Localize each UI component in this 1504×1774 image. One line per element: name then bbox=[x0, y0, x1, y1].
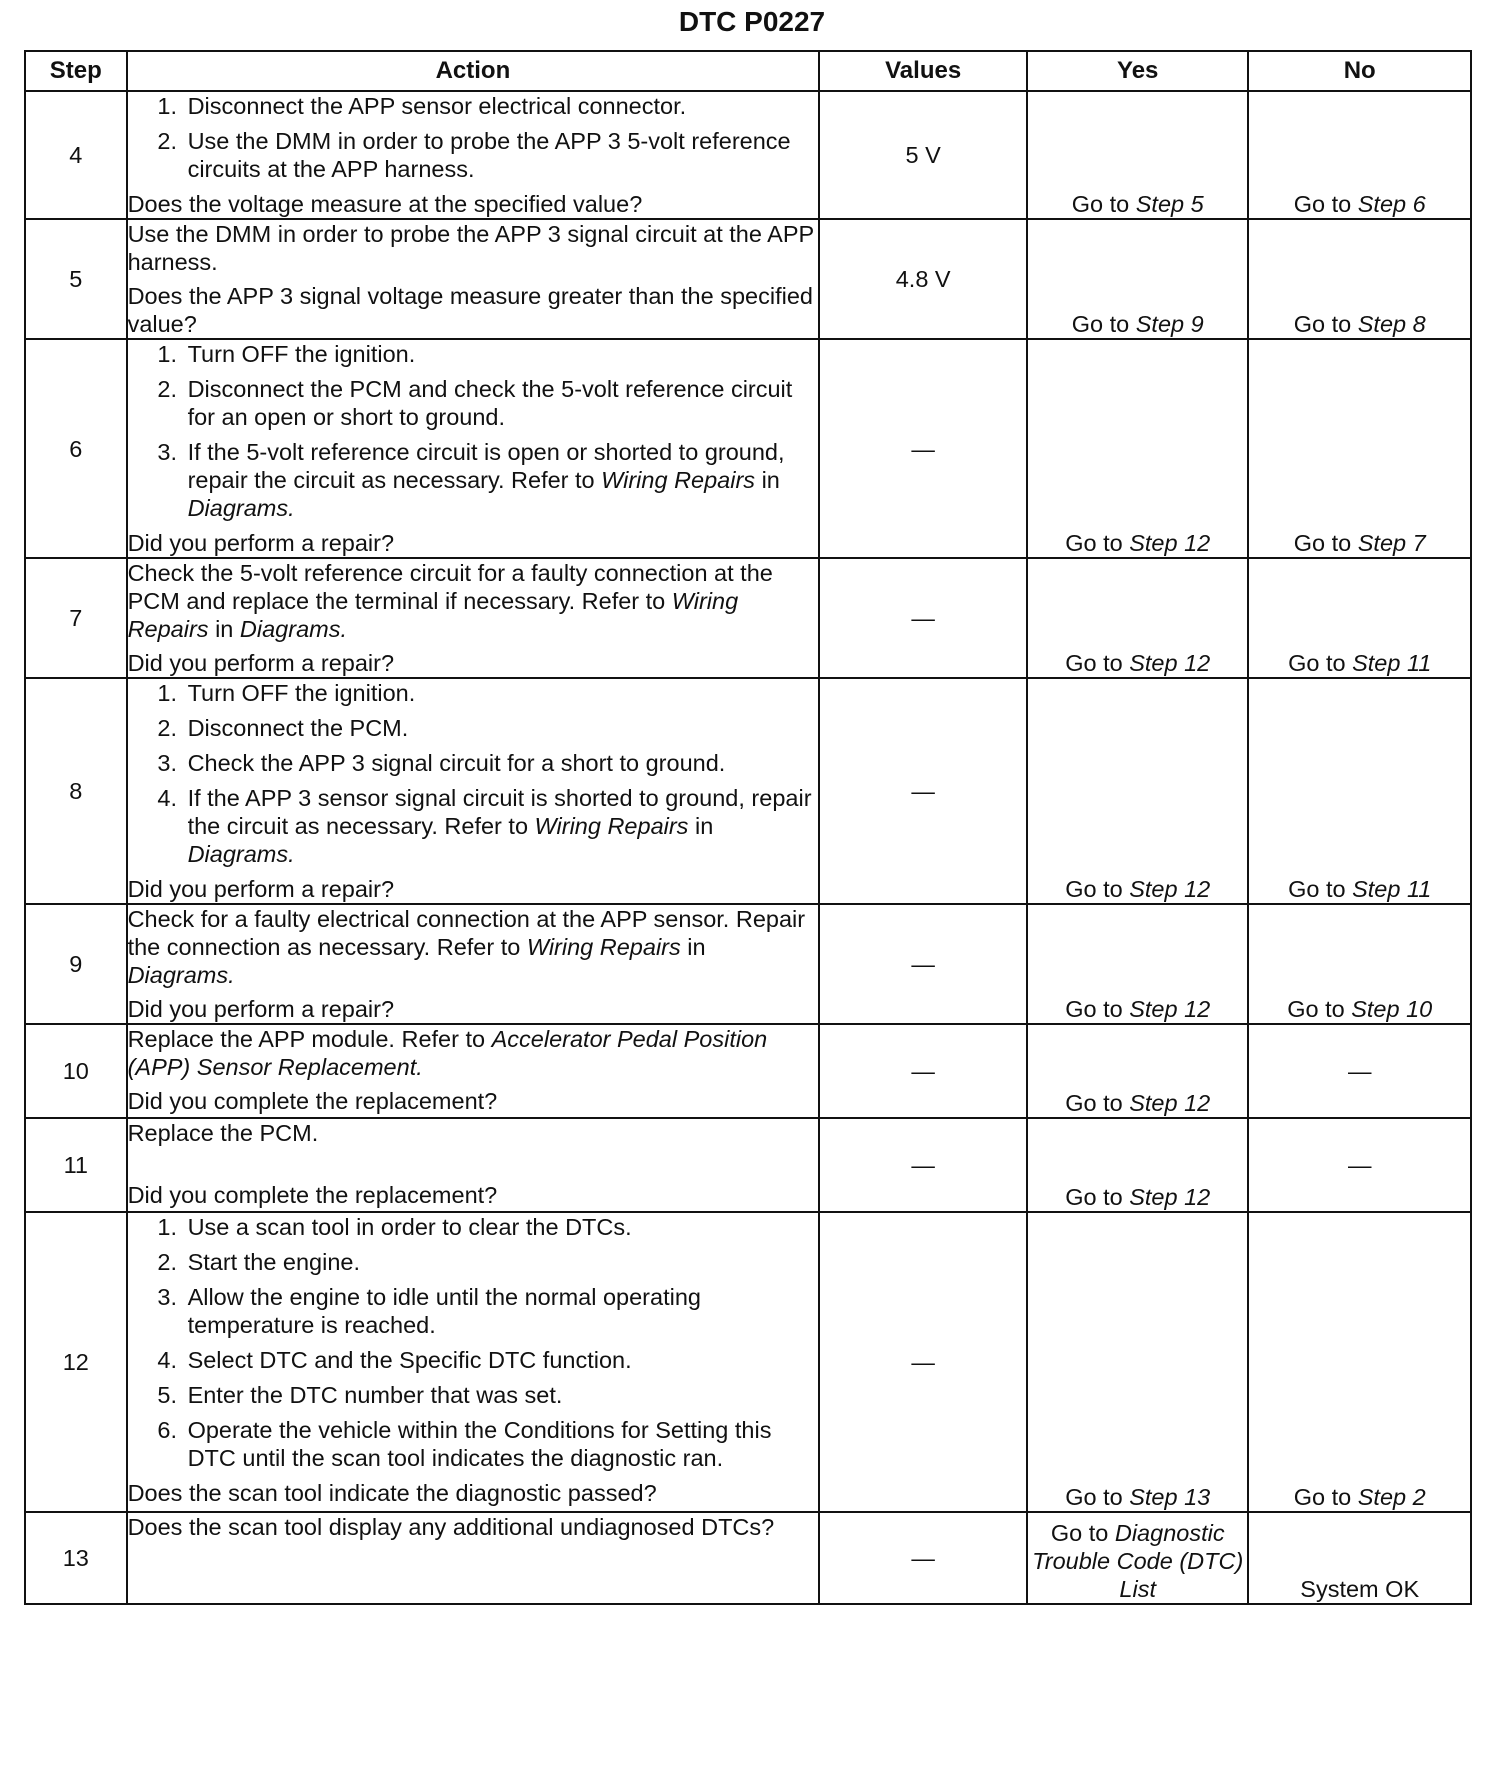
list-item bbox=[184, 438, 819, 522]
action-text: Use the DMM in order to probe the APP 3 signal circuit at the APP harness. bbox=[127, 221, 814, 275]
value-cell: 5 V bbox=[819, 91, 1027, 219]
yes-step-link[interactable]: 12 bbox=[1184, 996, 1211, 1022]
yes-step-link[interactable]: 9 bbox=[1190, 311, 1204, 337]
yes-cell bbox=[1027, 339, 1248, 558]
step-word: Step bbox=[1129, 996, 1185, 1022]
step-number: 13 bbox=[25, 1512, 127, 1604]
no-cell: — bbox=[1248, 1024, 1471, 1118]
value-cell: 4.8 V bbox=[819, 219, 1027, 339]
step-word: Step bbox=[1352, 876, 1407, 902]
action-list bbox=[128, 340, 819, 522]
list-item: 1. Use a scan tool in order to clear the DTCs. bbox=[184, 1213, 819, 1241]
header-yes: Yes bbox=[1027, 51, 1248, 91]
action-text-body: Check for a faulty electrical connection at the APP sensor. Repair the connection as necessary. Refer to bbox=[127, 906, 806, 960]
no-cell bbox=[1248, 558, 1471, 678]
step-number: 7 bbox=[25, 558, 127, 678]
table-row bbox=[25, 904, 1471, 1024]
yes-cell bbox=[1027, 1212, 1248, 1512]
action-list bbox=[128, 1213, 819, 1472]
action-question: Does the APP 3 signal voltage measure greater than the specified value? bbox=[127, 283, 813, 337]
yes-step-link[interactable]: 5 bbox=[1190, 191, 1204, 217]
action-cell bbox=[127, 219, 820, 339]
step-word: Step bbox=[1129, 1184, 1185, 1210]
list-item: 1. Disconnect the APP sensor electrical connector. bbox=[184, 92, 819, 120]
goto-text: Go to bbox=[1071, 311, 1136, 337]
step-number: 8 bbox=[25, 678, 127, 904]
list-item-text: If the APP 3 sensor signal circuit is shorted to ground, repair the circuit as necessary. Refer to bbox=[187, 785, 812, 839]
step-word: Step bbox=[1129, 1484, 1185, 1510]
action-cell bbox=[127, 678, 820, 904]
list-item-text: in bbox=[688, 813, 714, 839]
reference-link[interactable]: Accelerator Pedal Position (APP) Sensor Replacement bbox=[127, 1026, 768, 1080]
step-number: 6 bbox=[25, 339, 127, 558]
reference-link[interactable]: Wiring Repairs bbox=[526, 934, 681, 960]
list-item-text: . bbox=[288, 495, 295, 521]
goto-text: Go to bbox=[1065, 1090, 1130, 1116]
action-question: Does the scan tool indicate the diagnostic passed? bbox=[127, 1480, 657, 1506]
table-row bbox=[25, 1118, 1471, 1212]
reference-link[interactable]: Diagrams bbox=[239, 616, 341, 642]
no-cell: System OK bbox=[1248, 1512, 1471, 1604]
action-text-body: in bbox=[208, 616, 240, 642]
action-question: Did you perform a repair? bbox=[127, 996, 395, 1022]
action-text-body: . bbox=[340, 616, 347, 642]
goto-text: Go to bbox=[1287, 996, 1352, 1022]
yes-cell bbox=[1027, 1512, 1248, 1604]
goto-text: Go to bbox=[1065, 1184, 1130, 1210]
goto-text: Go to bbox=[1065, 650, 1130, 676]
goto-text: Go to bbox=[1065, 996, 1130, 1022]
action-question: Does the voltage measure at the specified value? bbox=[127, 191, 643, 217]
table-row bbox=[25, 558, 1471, 678]
goto-text: Go to bbox=[1050, 1520, 1115, 1546]
table-row bbox=[25, 339, 1471, 558]
yes-step-link[interactable]: 12 bbox=[1184, 876, 1211, 902]
yes-step-link[interactable]: 12 bbox=[1184, 1090, 1211, 1116]
no-cell bbox=[1248, 91, 1471, 219]
reference-link[interactable]: Wiring Repairs bbox=[127, 588, 739, 642]
step-number: 4 bbox=[25, 91, 127, 219]
yes-cell bbox=[1027, 904, 1248, 1024]
goto-text: Go to bbox=[1071, 191, 1136, 217]
value-cell: — bbox=[819, 1118, 1027, 1212]
action-cell bbox=[127, 1512, 820, 1604]
goto-text: Go to bbox=[1293, 191, 1358, 217]
goto-text: Go to bbox=[1293, 1484, 1358, 1510]
action-text-body: in bbox=[680, 934, 706, 960]
page-title: DTC P0227 bbox=[678, 6, 826, 37]
step-word: Step bbox=[1129, 1090, 1185, 1116]
reference-link[interactable]: Wiring Repairs bbox=[534, 813, 689, 839]
goto-text: Go to bbox=[1288, 650, 1353, 676]
action-text: Does the scan tool display any additional undiagnosed DTCs? bbox=[127, 1514, 775, 1540]
no-step-link[interactable]: 8 bbox=[1412, 311, 1426, 337]
table-row bbox=[25, 219, 1471, 339]
yes-cell bbox=[1027, 1118, 1248, 1212]
action-list bbox=[128, 92, 819, 183]
step-word: Step bbox=[1135, 191, 1191, 217]
action-text bbox=[128, 559, 819, 643]
list-item-text: . bbox=[288, 841, 295, 867]
action-text-body: Replace the APP module. Refer to bbox=[127, 1026, 492, 1052]
goto-text: Go to bbox=[1065, 1484, 1130, 1510]
yes-cell bbox=[1027, 558, 1248, 678]
value-cell: — bbox=[819, 904, 1027, 1024]
action-list bbox=[128, 679, 819, 868]
step-word: Step bbox=[1129, 650, 1185, 676]
yes-cell bbox=[1027, 1024, 1248, 1118]
no-cell bbox=[1248, 904, 1471, 1024]
value-cell: — bbox=[819, 339, 1027, 558]
step-word: Step bbox=[1129, 876, 1185, 902]
action-question: Did you perform a repair? bbox=[127, 530, 395, 556]
list-item-text: If the 5-volt reference circuit is open or shorted to ground, repair the circuit as necessary. Refer to bbox=[187, 439, 785, 493]
no-step-link[interactable]: 11 bbox=[1406, 650, 1432, 676]
no-cell bbox=[1248, 678, 1471, 904]
action-cell bbox=[127, 1024, 820, 1118]
value-cell: — bbox=[819, 1512, 1027, 1604]
step-number: 11 bbox=[25, 1118, 127, 1212]
step-word: Step bbox=[1357, 191, 1413, 217]
action-cell bbox=[127, 339, 820, 558]
no-cell bbox=[1248, 1212, 1471, 1512]
list-item: 5. Enter the DTC number that was set. bbox=[184, 1381, 819, 1409]
list-item: 2. Start the engine. bbox=[184, 1248, 819, 1276]
no-step-link[interactable]: 6 bbox=[1412, 191, 1426, 217]
value-cell: — bbox=[819, 558, 1027, 678]
step-number: 5 bbox=[25, 219, 127, 339]
step-word: Step bbox=[1357, 311, 1413, 337]
goto-text: Go to bbox=[1065, 876, 1130, 902]
diagnostic-table bbox=[24, 50, 1472, 1605]
action-text bbox=[128, 905, 819, 989]
action-text-body: . bbox=[228, 962, 235, 988]
yes-cell bbox=[1027, 91, 1248, 219]
step-word: Step bbox=[1357, 1484, 1413, 1510]
table-row bbox=[25, 678, 1471, 904]
action-question: Did you complete the replacement? bbox=[127, 1088, 498, 1114]
no-step-link[interactable]: 7 bbox=[1412, 530, 1426, 556]
no-cell bbox=[1248, 219, 1471, 339]
action-cell bbox=[127, 558, 820, 678]
goto-text: Go to bbox=[1288, 876, 1353, 902]
action-question: Did you perform a repair? bbox=[127, 650, 395, 676]
table-header-row bbox=[25, 51, 1471, 91]
action-cell bbox=[127, 1212, 820, 1512]
step-word: Step bbox=[1135, 311, 1191, 337]
step-number: 9 bbox=[25, 904, 127, 1024]
value-cell: — bbox=[819, 1024, 1027, 1118]
action-cell bbox=[127, 1118, 820, 1212]
no-cell bbox=[1248, 339, 1471, 558]
step-number: 12 bbox=[25, 1212, 127, 1512]
reference-link[interactable]: Diagrams bbox=[127, 962, 229, 988]
yes-step-link[interactable]: 12 bbox=[1184, 1184, 1211, 1210]
table-row bbox=[25, 1512, 1471, 1604]
action-question: Did you complete the replacement? bbox=[127, 1182, 498, 1208]
header-action: Action bbox=[127, 51, 820, 91]
step-word: Step bbox=[1357, 530, 1413, 556]
step-word: Step bbox=[1129, 530, 1185, 556]
no-cell: — bbox=[1248, 1118, 1471, 1212]
reference-link[interactable]: Diagrams bbox=[187, 841, 289, 867]
reference-link[interactable]: Diagrams bbox=[187, 495, 289, 521]
list-item: 4. Select DTC and the Specific DTC function. bbox=[184, 1346, 819, 1374]
header-no: No bbox=[1248, 51, 1471, 91]
header-step: Step bbox=[25, 51, 127, 91]
list-item: 6. Operate the vehicle within the Conditions for Setting this DTC until the scan tool indicates the diagnostic ran. bbox=[184, 1416, 819, 1472]
table-row bbox=[25, 1024, 1471, 1118]
yes-step-link[interactable]: 12 bbox=[1184, 650, 1211, 676]
value-cell: — bbox=[819, 1212, 1027, 1512]
action-text-body: . bbox=[416, 1054, 423, 1080]
action-text: Replace the PCM. bbox=[127, 1120, 319, 1146]
no-step-link[interactable]: 2 bbox=[1412, 1484, 1426, 1510]
yes-step-link[interactable]: 12 bbox=[1184, 530, 1211, 556]
no-step-link[interactable]: 11 bbox=[1406, 876, 1432, 902]
no-step-link[interactable]: 10 bbox=[1406, 996, 1433, 1022]
list-item: 1. Turn OFF the ignition. bbox=[184, 340, 819, 368]
goto-text: Go to bbox=[1065, 530, 1130, 556]
step-word: Step bbox=[1351, 996, 1407, 1022]
table-row bbox=[25, 91, 1471, 219]
goto-text: Go to bbox=[1293, 311, 1358, 337]
list-item: 2. Use the DMM in order to probe the APP 3 5-volt reference circuits at the APP harness. bbox=[184, 127, 819, 183]
step-word: Step bbox=[1352, 650, 1407, 676]
list-item bbox=[184, 784, 819, 868]
goto-text: Go to bbox=[1293, 530, 1358, 556]
action-question: Did you perform a repair? bbox=[127, 876, 395, 902]
dtc-list-link[interactable]: Diagnostic Trouble Code (DTC) List bbox=[1032, 1520, 1244, 1602]
yes-cell bbox=[1027, 678, 1248, 904]
reference-link[interactable]: Wiring Repairs bbox=[601, 467, 756, 493]
yes-cell bbox=[1027, 219, 1248, 339]
list-item: 3. Allow the engine to idle until the normal operating temperature is reached. bbox=[184, 1283, 819, 1339]
action-text bbox=[128, 1025, 819, 1081]
list-item-text: in bbox=[755, 467, 780, 493]
table-row bbox=[25, 1212, 1471, 1512]
list-item: 2. Disconnect the PCM. bbox=[184, 714, 819, 742]
list-item: 1. Turn OFF the ignition. bbox=[184, 679, 819, 707]
list-item: 3. Check the APP 3 signal circuit for a short to ground. bbox=[184, 749, 819, 777]
action-cell bbox=[127, 904, 820, 1024]
action-cell bbox=[127, 91, 820, 219]
header-values: Values bbox=[819, 51, 1027, 91]
yes-step-link[interactable]: 13 bbox=[1184, 1484, 1211, 1510]
action-text-body: Check the 5-volt reference circuit for a faulty connection at the PCM and replace the terminal if necessary. Refer to bbox=[127, 560, 773, 614]
step-number: 10 bbox=[25, 1024, 127, 1118]
value-cell: — bbox=[819, 678, 1027, 904]
list-item: 2. Disconnect the PCM and check the 5-volt reference circuit for an open or short to ground. bbox=[184, 375, 819, 431]
